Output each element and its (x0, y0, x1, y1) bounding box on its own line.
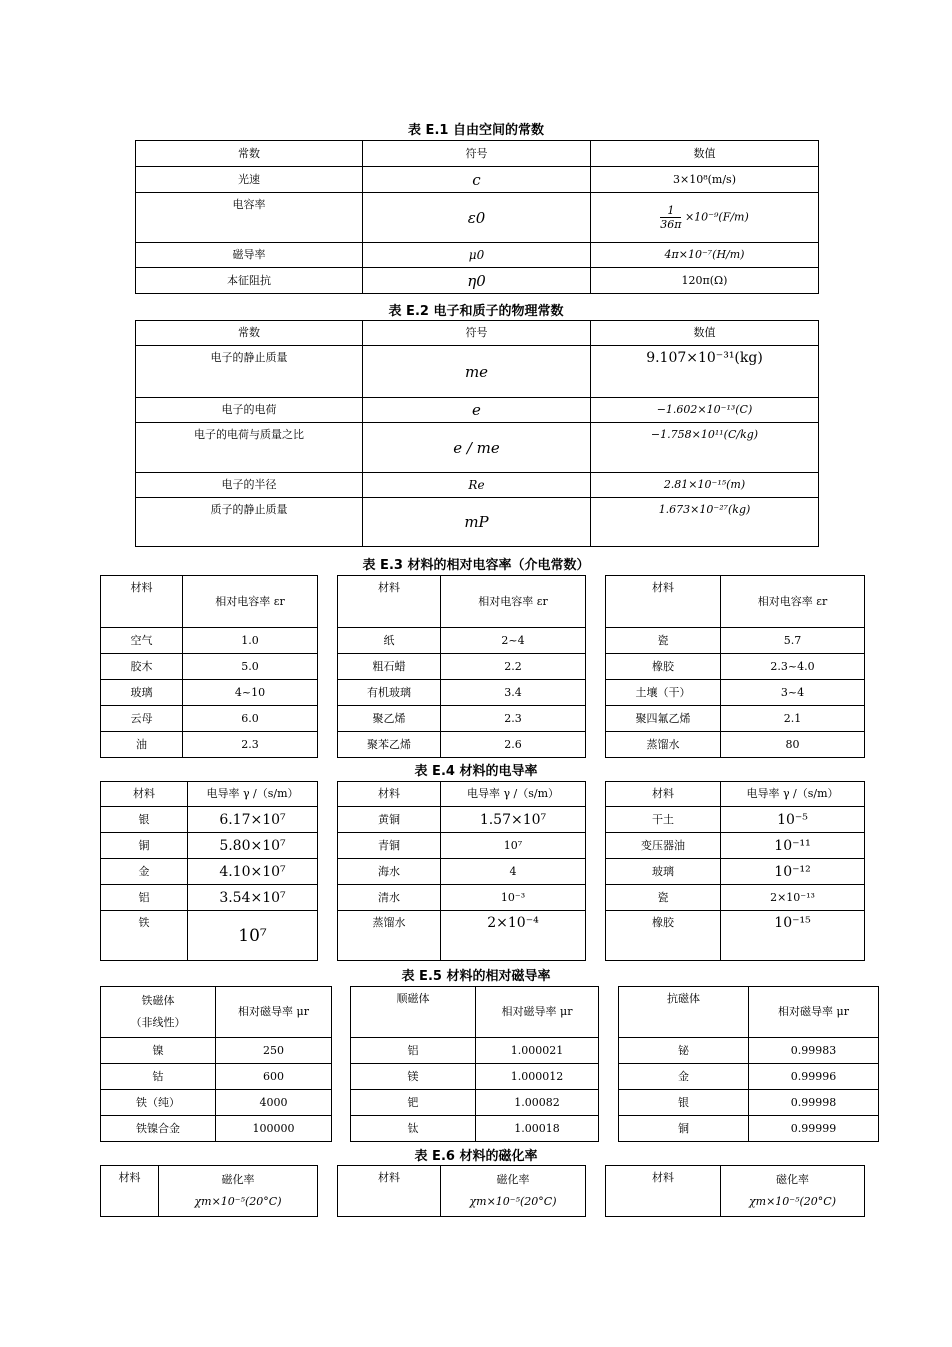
material-name: 钴 (101, 1064, 216, 1090)
material-name: 青铜 (338, 833, 441, 859)
material-value: 10⁷ (188, 911, 318, 961)
column-header (441, 1166, 586, 1217)
material-name: 土壤（干） (606, 680, 721, 706)
material-name: 镁 (351, 1064, 476, 1090)
material-name: 清水 (338, 885, 441, 911)
constant-value: 2.81×10⁻¹⁵(m) (591, 473, 819, 498)
material-value: 2.3 (441, 706, 586, 732)
material-name: 瓷 (606, 628, 721, 654)
material-name: 蒸馏水 (606, 732, 721, 758)
header-line: χm×10⁻⁵(20°C) (469, 1195, 557, 1208)
column-header: 材料 (606, 576, 721, 628)
material-name: 瓷 (606, 885, 721, 911)
column-header: 相对磁导率 μr (749, 987, 879, 1038)
column-header (721, 1166, 865, 1217)
constant-symbol: c (363, 167, 591, 193)
column-gap (318, 680, 338, 706)
table-row (101, 1064, 879, 1090)
table-row (101, 680, 865, 706)
material-value: 1.000012 (476, 1064, 599, 1090)
column-header: 相对磁导率 μr (216, 987, 332, 1038)
column-header: 材料 (101, 576, 183, 628)
constant-symbol: me (363, 346, 591, 398)
header-line: 磁化率 (776, 1173, 809, 1186)
column-gap (586, 654, 606, 680)
table-e3-caption: 表 E.3 材料的相对电容率（介电常数） (362, 558, 590, 573)
column-gap (318, 628, 338, 654)
material-value: 10⁻⁵ (721, 807, 865, 833)
column-header: 材料 (338, 782, 441, 807)
material-value: 0.99983 (749, 1038, 879, 1064)
material-value: 4.10×10⁷ (188, 859, 318, 885)
column-header: 电导率 γ /（s/m） (188, 782, 318, 807)
material-name: 胶木 (101, 654, 183, 680)
material-value: 5.0 (183, 654, 318, 680)
header-line: （非线性） (130, 1016, 186, 1029)
header-line: χm×10⁻⁵(20°C) (748, 1195, 837, 1208)
column-header (101, 987, 216, 1038)
header-line: χm×10⁻⁵(20°C) (194, 1195, 282, 1208)
table-row (101, 1116, 879, 1142)
material-name: 金 (619, 1064, 749, 1090)
column-gap (318, 911, 338, 961)
column-gap (599, 987, 619, 1038)
column-gap (318, 654, 338, 680)
material-name: 聚四氟乙烯 (606, 706, 721, 732)
column-header: 抗磁体 (619, 987, 749, 1038)
table-e6-caption: 表 E.6 材料的磁化率 (414, 1149, 538, 1164)
column-header: 电导率 γ /（s/m） (721, 782, 865, 807)
column-gap (586, 782, 606, 807)
constant-value: 9.107×10⁻³¹(kg) (591, 346, 819, 398)
material-name: 铝 (101, 885, 188, 911)
constant-symbol: Re (363, 473, 591, 498)
constant-symbol: ε0 (363, 193, 591, 243)
material-name: 银 (101, 807, 188, 833)
table-e1-caption: 表 E.1 自由空间的常数 (408, 123, 544, 138)
material-value: 0.99998 (749, 1090, 879, 1116)
material-name: 云母 (101, 706, 183, 732)
material-value: 10⁷ (441, 833, 586, 859)
column-header: 相对电容率 εr (721, 576, 865, 628)
material-value: 2.3~4.0 (721, 654, 865, 680)
fraction: $\frac{1}{36\pi}$ (660, 204, 682, 231)
column-gap (586, 706, 606, 732)
constant-value: 120π(Ω) (591, 268, 819, 294)
material-value: 2~4 (441, 628, 586, 654)
column-header: 相对磁导率 μr (476, 987, 599, 1038)
column-header: 材料 (101, 782, 188, 807)
column-header: 材料 (606, 1166, 721, 1217)
material-name: 蒸馏水 (338, 911, 441, 961)
material-name: 钛 (351, 1116, 476, 1142)
column-header: 相对电容率 εr (441, 576, 586, 628)
table-row (101, 706, 865, 732)
constant-symbol: e (363, 398, 591, 423)
constant-value: $\frac{1}{36\pi}$ ×10⁻⁹(F/m) (591, 193, 819, 243)
material-value: 5.7 (721, 628, 865, 654)
table-e4-caption: 表 E.4 材料的电导率 (414, 764, 538, 779)
table-e5 (100, 986, 879, 1142)
table-row (101, 807, 865, 833)
material-value: 1.0 (183, 628, 318, 654)
column-header: 电导率 γ /（s/m） (441, 782, 586, 807)
table-row (101, 628, 865, 654)
constant-name: 电子的静止质量 (136, 346, 363, 398)
column-gap (586, 732, 606, 758)
table-row (101, 859, 865, 885)
column-gap (586, 576, 606, 628)
constant-value: 4π×10⁻⁷(H/m) (591, 243, 819, 268)
table-e2 (135, 320, 819, 547)
column-gap (332, 1116, 351, 1142)
column-gap (599, 1064, 619, 1090)
material-name: 铜 (619, 1116, 749, 1142)
constant-name: 电子的半径 (136, 473, 363, 498)
material-value: 10⁻¹⁵ (721, 911, 865, 961)
constant-value: −1.602×10⁻¹³(C) (591, 398, 819, 423)
material-value: 2×10⁻⁴ (441, 911, 586, 961)
column-header: 相对电容率 εr (183, 576, 318, 628)
constant-symbol: e / me (363, 423, 591, 473)
table-row (101, 1090, 879, 1116)
column-header: 数值 (591, 321, 819, 346)
material-name: 聚乙烯 (338, 706, 441, 732)
column-gap (318, 807, 338, 833)
material-name: 聚苯乙烯 (338, 732, 441, 758)
material-value: 2.2 (441, 654, 586, 680)
material-name: 海水 (338, 859, 441, 885)
constant-name: 电子的电荷 (136, 398, 363, 423)
material-value: 10⁻³ (441, 885, 586, 911)
column-gap (586, 807, 606, 833)
material-value: 3~4 (721, 680, 865, 706)
material-name: 橡胶 (606, 654, 721, 680)
column-gap (318, 576, 338, 628)
column-header (159, 1166, 318, 1217)
constant-name: 磁导率 (136, 243, 363, 268)
column-header: 常数 (136, 141, 363, 167)
table-e1 (135, 140, 819, 294)
material-value: 2.6 (441, 732, 586, 758)
column-header: 材料 (338, 1166, 441, 1217)
column-gap (318, 706, 338, 732)
table-e5-caption: 表 E.5 材料的相对磁导率 (401, 969, 551, 984)
material-name: 铁镍合金 (101, 1116, 216, 1142)
table-row (101, 911, 865, 961)
column-gap (332, 1064, 351, 1090)
column-gap (599, 1116, 619, 1142)
column-header: 符号 (363, 141, 591, 167)
material-value: 2×10⁻¹³ (721, 885, 865, 911)
material-name: 粗石蜡 (338, 654, 441, 680)
material-value: 2.3 (183, 732, 318, 758)
table-e6 (100, 1165, 865, 1217)
material-name: 干土 (606, 807, 721, 833)
material-value: 10⁻¹² (721, 859, 865, 885)
column-header: 材料 (606, 782, 721, 807)
table-row (101, 732, 865, 758)
material-name: 镍 (101, 1038, 216, 1064)
material-name: 银 (619, 1090, 749, 1116)
material-value: 4000 (216, 1090, 332, 1116)
column-gap (332, 1090, 351, 1116)
table-row (101, 654, 865, 680)
material-value: 3.54×10⁷ (188, 885, 318, 911)
constant-name: 光速 (136, 167, 363, 193)
material-value: 6.17×10⁷ (188, 807, 318, 833)
column-gap (586, 885, 606, 911)
material-value: 1.00082 (476, 1090, 599, 1116)
material-name: 铋 (619, 1038, 749, 1064)
constant-symbol: μ0 (363, 243, 591, 268)
material-name: 油 (101, 732, 183, 758)
column-gap (586, 628, 606, 654)
column-gap (586, 833, 606, 859)
column-header: 数值 (591, 141, 819, 167)
column-gap (318, 859, 338, 885)
material-value: 6.0 (183, 706, 318, 732)
material-value: 100000 (216, 1116, 332, 1142)
material-value: 0.99999 (749, 1116, 879, 1142)
material-value: 1.000021 (476, 1038, 599, 1064)
column-gap (586, 1166, 606, 1217)
constant-name: 质子的静止质量 (136, 498, 363, 547)
material-name: 铁 (101, 911, 188, 961)
column-gap (318, 1166, 338, 1217)
table-e4 (100, 781, 865, 961)
column-gap (586, 911, 606, 961)
table-e2-caption: 表 E.2 电子和质子的物理常数 (388, 304, 564, 319)
material-name: 铁（纯） (101, 1090, 216, 1116)
material-name: 空气 (101, 628, 183, 654)
column-gap (332, 987, 351, 1038)
column-header: 顺磁体 (351, 987, 476, 1038)
column-gap (332, 1038, 351, 1064)
material-name: 有机玻璃 (338, 680, 441, 706)
table-row (101, 1038, 879, 1064)
column-header: 材料 (101, 1166, 159, 1217)
material-name: 黄铜 (338, 807, 441, 833)
constant-name: 电子的电荷与质量之比 (136, 423, 363, 473)
material-value: 0.99996 (749, 1064, 879, 1090)
constant-value: 3×10⁸(m/s) (591, 167, 819, 193)
material-value: 80 (721, 732, 865, 758)
table-e3 (100, 575, 865, 758)
constant-symbol: mP (363, 498, 591, 547)
material-name: 金 (101, 859, 188, 885)
header-line: 磁化率 (496, 1173, 530, 1186)
column-header: 符号 (363, 321, 591, 346)
material-name: 变压器油 (606, 833, 721, 859)
table-row (101, 833, 865, 859)
column-gap (318, 782, 338, 807)
material-name: 玻璃 (101, 680, 183, 706)
column-gap (586, 859, 606, 885)
column-gap (318, 885, 338, 911)
material-value: 4 (441, 859, 586, 885)
material-value: 1.57×10⁷ (441, 807, 586, 833)
column-gap (599, 1090, 619, 1116)
column-header: 材料 (338, 576, 441, 628)
material-value: 600 (216, 1064, 332, 1090)
constant-value: −1.758×10¹¹(C/kg) (591, 423, 819, 473)
material-value: 5.80×10⁷ (188, 833, 318, 859)
material-name: 纸 (338, 628, 441, 654)
material-name: 钯 (351, 1090, 476, 1116)
column-gap (318, 732, 338, 758)
constant-name: 本征阻抗 (136, 268, 363, 294)
material-value: 10⁻¹¹ (721, 833, 865, 859)
constant-symbol: η0 (363, 268, 591, 294)
material-value: 1.00018 (476, 1116, 599, 1142)
header-line: 磁化率 (221, 1173, 255, 1186)
material-name: 橡胶 (606, 911, 721, 961)
column-gap (599, 1038, 619, 1064)
table-row (101, 885, 865, 911)
constant-value: 1.673×10⁻²⁷(kg) (591, 498, 819, 547)
material-value: 250 (216, 1038, 332, 1064)
material-value: 3.4 (441, 680, 586, 706)
column-header: 常数 (136, 321, 363, 346)
header-line: 铁磁体 (141, 994, 175, 1007)
column-gap (318, 833, 338, 859)
material-value: 4~10 (183, 680, 318, 706)
material-name: 铝 (351, 1038, 476, 1064)
material-name: 铜 (101, 833, 188, 859)
material-name: 玻璃 (606, 859, 721, 885)
constant-name: 电容率 (136, 193, 363, 243)
column-gap (586, 680, 606, 706)
material-value: 2.1 (721, 706, 865, 732)
